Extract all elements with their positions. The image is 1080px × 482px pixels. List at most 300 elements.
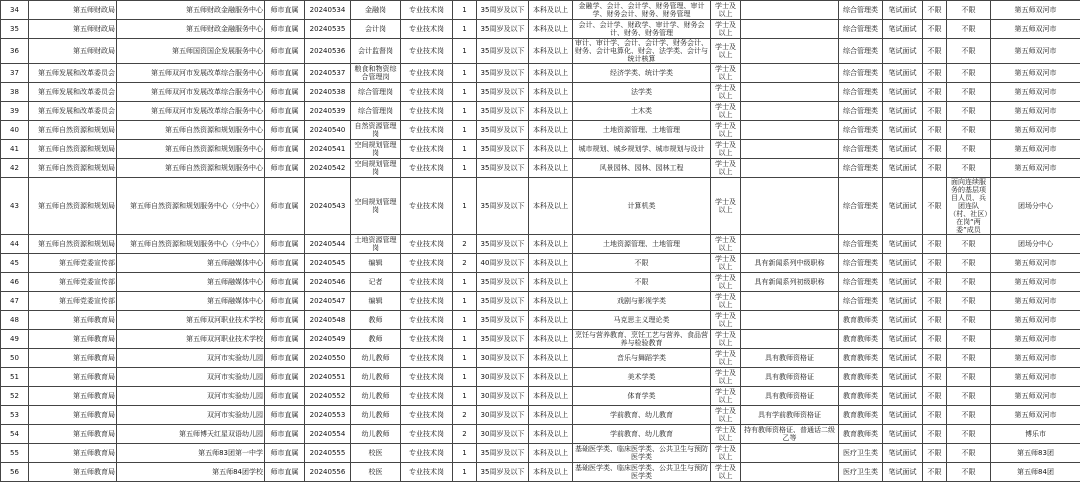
department-cell: 第五师自然资源和规划局 bbox=[29, 235, 117, 254]
affiliation-cell: 师市直属 bbox=[265, 64, 305, 83]
exam-category-cell: 医疗卫生类 bbox=[839, 463, 883, 482]
department-cell: 第五师财政局 bbox=[29, 39, 117, 64]
major-cell: 烹饪与营养教育、烹饪工艺与营养、食品营养与检验教育 bbox=[573, 330, 711, 349]
work-location-cell: 第五师双河市 bbox=[991, 39, 1080, 64]
department-cell: 第五师教育局 bbox=[29, 425, 117, 444]
employer-cell: 第五师双河市发展改革综合服务中心 bbox=[117, 64, 265, 83]
target-group-cell: 不限 bbox=[947, 273, 991, 292]
affiliation-cell: 师市直属 bbox=[265, 178, 305, 235]
degree-cell: 学士及以上 bbox=[711, 349, 741, 368]
exam-method-cell: 笔试面试 bbox=[883, 83, 923, 102]
target-group-cell: 不限 bbox=[947, 254, 991, 273]
household-limit-cell: 不限 bbox=[923, 292, 947, 311]
headcount-cell: 1 bbox=[453, 1, 477, 20]
degree-cell: 学士及以上 bbox=[711, 20, 741, 39]
work-location-cell: 博乐市 bbox=[991, 425, 1080, 444]
position-name-cell: 综合管理岗 bbox=[351, 83, 401, 102]
headcount-cell: 2 bbox=[453, 425, 477, 444]
other-requirements-cell bbox=[741, 444, 839, 463]
household-limit-cell: 不限 bbox=[923, 444, 947, 463]
other-requirements-cell bbox=[741, 64, 839, 83]
position-name-cell: 编辑 bbox=[351, 254, 401, 273]
table-row bbox=[1, 235, 1080, 254]
degree-cell: 学士及以上 bbox=[711, 273, 741, 292]
position-code-cell: 20240546 bbox=[305, 273, 351, 292]
position-name-cell: 幼儿教师 bbox=[351, 425, 401, 444]
affiliation-cell: 师市直属 bbox=[265, 102, 305, 121]
position-name-cell: 校医 bbox=[351, 444, 401, 463]
position-name-cell: 幼儿教师 bbox=[351, 368, 401, 387]
table-row bbox=[1, 254, 1080, 273]
household-limit-cell: 不限 bbox=[923, 39, 947, 64]
household-limit-cell: 不限 bbox=[923, 425, 947, 444]
major-cell: 不限 bbox=[573, 254, 711, 273]
major-cell: 学前教育、幼儿教育 bbox=[573, 406, 711, 425]
education-cell: 本科及以上 bbox=[529, 273, 573, 292]
row-number-cell: 45 bbox=[1, 254, 29, 273]
table-row bbox=[1, 159, 1080, 178]
exam-method-cell: 笔试面试 bbox=[883, 292, 923, 311]
exam-method-cell: 笔试面试 bbox=[883, 20, 923, 39]
other-requirements-cell bbox=[741, 1, 839, 20]
position-code-cell: 20240547 bbox=[305, 292, 351, 311]
degree-cell: 学士及以上 bbox=[711, 254, 741, 273]
major-cell: 土地资源管理、土地管理 bbox=[573, 121, 711, 140]
position-code-cell: 20240550 bbox=[305, 349, 351, 368]
position-name-cell: 校医 bbox=[351, 463, 401, 482]
headcount-cell: 1 bbox=[453, 463, 477, 482]
row-number-cell: 55 bbox=[1, 444, 29, 463]
major-cell: 土地资源管理、土地管理 bbox=[573, 235, 711, 254]
major-cell: 法学类 bbox=[573, 83, 711, 102]
major-cell: 审计、审计学、会计、会计学、财务会计、财务、会计电算化、财会、法学类、会计与统计核算 bbox=[573, 39, 711, 64]
major-cell: 戏剧与影视学类 bbox=[573, 292, 711, 311]
affiliation-cell: 师市直属 bbox=[265, 444, 305, 463]
position-type-cell: 专业技术岗 bbox=[401, 292, 453, 311]
headcount-cell: 1 bbox=[453, 20, 477, 39]
table-row bbox=[1, 102, 1080, 121]
age-limit-cell: 30周岁及以下 bbox=[477, 368, 529, 387]
major-cell: 城市规划、城乡规划学、城市规划与设计 bbox=[573, 140, 711, 159]
headcount-cell: 1 bbox=[453, 349, 477, 368]
headcount-cell: 1 bbox=[453, 140, 477, 159]
other-requirements-cell bbox=[741, 292, 839, 311]
work-location-cell: 第五师双河市 bbox=[991, 349, 1080, 368]
other-requirements-cell: 具有新闻系列初级职称 bbox=[741, 273, 839, 292]
education-cell: 本科及以上 bbox=[529, 387, 573, 406]
degree-cell: 学士及以上 bbox=[711, 425, 741, 444]
position-type-cell: 专业技术岗 bbox=[401, 254, 453, 273]
position-code-cell: 20240539 bbox=[305, 102, 351, 121]
age-limit-cell: 30周岁及以下 bbox=[477, 387, 529, 406]
exam-method-cell: 笔试面试 bbox=[883, 349, 923, 368]
position-name-cell: 幼儿教师 bbox=[351, 349, 401, 368]
table-row bbox=[1, 1, 1080, 20]
age-limit-cell: 40周岁及以下 bbox=[477, 254, 529, 273]
position-type-cell: 专业技术岗 bbox=[401, 121, 453, 140]
degree-cell: 学士及以上 bbox=[711, 311, 741, 330]
education-cell: 本科及以上 bbox=[529, 159, 573, 178]
work-location-cell: 第五师84团 bbox=[991, 463, 1080, 482]
row-number-cell: 38 bbox=[1, 83, 29, 102]
position-code-cell: 20240538 bbox=[305, 83, 351, 102]
position-code-cell: 20240554 bbox=[305, 425, 351, 444]
row-number-cell: 36 bbox=[1, 39, 29, 64]
exam-method-cell: 笔试面试 bbox=[883, 273, 923, 292]
age-limit-cell: 30周岁及以下 bbox=[477, 425, 529, 444]
education-cell: 本科及以上 bbox=[529, 235, 573, 254]
headcount-cell: 1 bbox=[453, 39, 477, 64]
target-group-cell: 不限 bbox=[947, 235, 991, 254]
headcount-cell: 1 bbox=[453, 273, 477, 292]
position-code-cell: 20240556 bbox=[305, 463, 351, 482]
work-location-cell: 第五师双河市 bbox=[991, 273, 1080, 292]
table-row bbox=[1, 140, 1080, 159]
age-limit-cell: 35周岁及以下 bbox=[477, 64, 529, 83]
headcount-cell: 1 bbox=[453, 121, 477, 140]
row-number-cell: 48 bbox=[1, 311, 29, 330]
position-code-cell: 20240545 bbox=[305, 254, 351, 273]
age-limit-cell: 35周岁及以下 bbox=[477, 273, 529, 292]
department-cell: 第五师教育局 bbox=[29, 444, 117, 463]
exam-category-cell: 综合管理类 bbox=[839, 83, 883, 102]
major-cell: 基础医学类、临床医学类、公共卫生与预防医学类 bbox=[573, 444, 711, 463]
major-cell: 会计、会计学、财政学、审计学、财务会计、财务、财务管理 bbox=[573, 20, 711, 39]
headcount-cell: 1 bbox=[453, 102, 477, 121]
position-type-cell: 专业技术岗 bbox=[401, 349, 453, 368]
employer-cell: 第五师自然资源和规划服务中心（分中心） bbox=[117, 178, 265, 235]
household-limit-cell: 不限 bbox=[923, 406, 947, 425]
position-name-cell: 记者 bbox=[351, 273, 401, 292]
position-code-cell: 20240548 bbox=[305, 311, 351, 330]
table-row bbox=[1, 349, 1080, 368]
headcount-cell: 1 bbox=[453, 159, 477, 178]
exam-category-cell: 综合管理类 bbox=[839, 1, 883, 20]
household-limit-cell: 不限 bbox=[923, 159, 947, 178]
major-cell: 美术学类 bbox=[573, 368, 711, 387]
target-group-cell: 不限 bbox=[947, 83, 991, 102]
row-number-cell: 37 bbox=[1, 64, 29, 83]
household-limit-cell: 不限 bbox=[923, 311, 947, 330]
education-cell: 本科及以上 bbox=[529, 1, 573, 20]
other-requirements-cell bbox=[741, 140, 839, 159]
table-row bbox=[1, 64, 1080, 83]
row-number-cell: 42 bbox=[1, 159, 29, 178]
employer-cell: 双河市实验幼儿园 bbox=[117, 406, 265, 425]
exam-category-cell: 医疗卫生类 bbox=[839, 444, 883, 463]
row-number-cell: 53 bbox=[1, 406, 29, 425]
degree-cell: 学士及以上 bbox=[711, 64, 741, 83]
exam-category-cell: 教育教师类 bbox=[839, 368, 883, 387]
affiliation-cell: 师市直属 bbox=[265, 83, 305, 102]
headcount-cell: 2 bbox=[453, 235, 477, 254]
target-group-cell: 不限 bbox=[947, 368, 991, 387]
row-number-cell: 40 bbox=[1, 121, 29, 140]
other-requirements-cell bbox=[741, 83, 839, 102]
affiliation-cell: 师市直属 bbox=[265, 159, 305, 178]
exam-method-cell: 笔试面试 bbox=[883, 311, 923, 330]
position-code-cell: 20240551 bbox=[305, 368, 351, 387]
position-name-cell: 编辑 bbox=[351, 292, 401, 311]
position-name-cell: 空间规划管理岗 bbox=[351, 140, 401, 159]
other-requirements-cell bbox=[741, 178, 839, 235]
education-cell: 本科及以上 bbox=[529, 292, 573, 311]
department-cell: 第五师自然资源和规划局 bbox=[29, 121, 117, 140]
affiliation-cell: 师市直属 bbox=[265, 39, 305, 64]
position-code-cell: 20240549 bbox=[305, 330, 351, 349]
exam-method-cell: 笔试面试 bbox=[883, 235, 923, 254]
position-type-cell: 专业技术岗 bbox=[401, 64, 453, 83]
work-location-cell: 团场分中心 bbox=[991, 178, 1080, 235]
exam-category-cell: 教育教师类 bbox=[839, 311, 883, 330]
education-cell: 本科及以上 bbox=[529, 121, 573, 140]
table-row bbox=[1, 121, 1080, 140]
other-requirements-cell bbox=[741, 121, 839, 140]
affiliation-cell: 师市直属 bbox=[265, 121, 305, 140]
major-cell: 学前教育、幼儿教育 bbox=[573, 425, 711, 444]
row-number-cell: 46 bbox=[1, 273, 29, 292]
headcount-cell: 1 bbox=[453, 64, 477, 83]
education-cell: 本科及以上 bbox=[529, 349, 573, 368]
education-cell: 本科及以上 bbox=[529, 444, 573, 463]
exam-category-cell: 教育教师类 bbox=[839, 406, 883, 425]
education-cell: 本科及以上 bbox=[529, 330, 573, 349]
target-group-cell: 不限 bbox=[947, 330, 991, 349]
degree-cell: 学士及以上 bbox=[711, 39, 741, 64]
age-limit-cell: 35周岁及以下 bbox=[477, 140, 529, 159]
work-location-cell: 第五师双河市 bbox=[991, 406, 1080, 425]
education-cell: 本科及以上 bbox=[529, 140, 573, 159]
age-limit-cell: 35周岁及以下 bbox=[477, 83, 529, 102]
headcount-cell: 1 bbox=[453, 83, 477, 102]
department-cell: 第五师自然资源和规划局 bbox=[29, 159, 117, 178]
work-location-cell: 第五师双河市 bbox=[991, 1, 1080, 20]
employer-cell: 第五师融媒体中心 bbox=[117, 273, 265, 292]
employer-cell: 第五师国资国企发展服务中心 bbox=[117, 39, 265, 64]
exam-method-cell: 笔试面试 bbox=[883, 1, 923, 20]
other-requirements-cell bbox=[741, 39, 839, 64]
exam-category-cell: 综合管理类 bbox=[839, 39, 883, 64]
affiliation-cell: 师市直属 bbox=[265, 254, 305, 273]
position-name-cell: 会计监督岗 bbox=[351, 39, 401, 64]
age-limit-cell: 30周岁及以下 bbox=[477, 406, 529, 425]
position-type-cell: 专业技术岗 bbox=[401, 444, 453, 463]
position-type-cell: 专业技术岗 bbox=[401, 406, 453, 425]
position-name-cell: 土地资源管理岗 bbox=[351, 235, 401, 254]
position-name-cell: 幼儿教师 bbox=[351, 387, 401, 406]
position-code-cell: 20240536 bbox=[305, 39, 351, 64]
department-cell: 第五师教育局 bbox=[29, 330, 117, 349]
position-type-cell: 专业技术岗 bbox=[401, 368, 453, 387]
exam-category-cell: 综合管理类 bbox=[839, 102, 883, 121]
affiliation-cell: 师市直属 bbox=[265, 387, 305, 406]
headcount-cell: 1 bbox=[453, 311, 477, 330]
exam-method-cell: 笔试面试 bbox=[883, 387, 923, 406]
major-cell: 经济学类、统计学类 bbox=[573, 64, 711, 83]
row-number-cell: 39 bbox=[1, 102, 29, 121]
exam-category-cell: 综合管理类 bbox=[839, 64, 883, 83]
position-type-cell: 专业技术岗 bbox=[401, 39, 453, 64]
employer-cell: 第五师84团学校 bbox=[117, 463, 265, 482]
other-requirements-cell bbox=[741, 102, 839, 121]
other-requirements-cell: 具有新闻系列中级职称 bbox=[741, 254, 839, 273]
work-location-cell: 第五师双河市 bbox=[991, 121, 1080, 140]
major-cell: 土木类 bbox=[573, 102, 711, 121]
exam-category-cell: 教育教师类 bbox=[839, 349, 883, 368]
other-requirements-cell bbox=[741, 235, 839, 254]
age-limit-cell: 35周岁及以下 bbox=[477, 20, 529, 39]
work-location-cell: 第五师双河市 bbox=[991, 64, 1080, 83]
work-location-cell: 第五师双河市 bbox=[991, 292, 1080, 311]
employer-cell: 第五师博天红星双语幼儿园 bbox=[117, 425, 265, 444]
row-number-cell: 51 bbox=[1, 368, 29, 387]
exam-method-cell: 笔试面试 bbox=[883, 159, 923, 178]
employer-cell: 第五师自然资源和规划服务中心 bbox=[117, 159, 265, 178]
major-cell: 马克思主义理论类 bbox=[573, 311, 711, 330]
degree-cell: 学士及以上 bbox=[711, 159, 741, 178]
table-row bbox=[1, 387, 1080, 406]
headcount-cell: 2 bbox=[453, 406, 477, 425]
age-limit-cell: 35周岁及以下 bbox=[477, 159, 529, 178]
age-limit-cell: 35周岁及以下 bbox=[477, 311, 529, 330]
headcount-cell: 1 bbox=[453, 330, 477, 349]
exam-category-cell: 综合管理类 bbox=[839, 254, 883, 273]
exam-method-cell: 笔试面试 bbox=[883, 425, 923, 444]
exam-category-cell: 教育教师类 bbox=[839, 425, 883, 444]
row-number-cell: 56 bbox=[1, 463, 29, 482]
work-location-cell: 第五师双河市 bbox=[991, 254, 1080, 273]
age-limit-cell: 35周岁及以下 bbox=[477, 102, 529, 121]
age-limit-cell: 35周岁及以下 bbox=[477, 121, 529, 140]
degree-cell: 学士及以上 bbox=[711, 121, 741, 140]
employer-cell: 第五师双河职业技术学校 bbox=[117, 330, 265, 349]
target-group-cell: 不限 bbox=[947, 292, 991, 311]
row-number-cell: 47 bbox=[1, 292, 29, 311]
target-group-cell: 不限 bbox=[947, 39, 991, 64]
position-type-cell: 专业技术岗 bbox=[401, 140, 453, 159]
education-cell: 本科及以上 bbox=[529, 254, 573, 273]
major-cell: 音乐与舞蹈学类 bbox=[573, 349, 711, 368]
department-cell: 第五师教育局 bbox=[29, 463, 117, 482]
department-cell: 第五师教育局 bbox=[29, 387, 117, 406]
exam-method-cell: 笔试面试 bbox=[883, 330, 923, 349]
degree-cell: 学士及以上 bbox=[711, 387, 741, 406]
employer-cell: 第五师自然资源和规划服务中心 bbox=[117, 121, 265, 140]
row-number-cell: 43 bbox=[1, 178, 29, 235]
position-code-cell: 20240537 bbox=[305, 64, 351, 83]
major-cell: 风景园林、园林、园林工程 bbox=[573, 159, 711, 178]
employer-cell: 双河市实验幼儿园 bbox=[117, 387, 265, 406]
target-group-cell: 不限 bbox=[947, 159, 991, 178]
table-row bbox=[1, 311, 1080, 330]
exam-category-cell: 综合管理类 bbox=[839, 121, 883, 140]
education-cell: 本科及以上 bbox=[529, 311, 573, 330]
department-cell: 第五师党委宣传部 bbox=[29, 254, 117, 273]
degree-cell: 学士及以上 bbox=[711, 292, 741, 311]
table-row bbox=[1, 20, 1080, 39]
target-group-cell: 不限 bbox=[947, 102, 991, 121]
work-location-cell: 第五师双河市 bbox=[991, 102, 1080, 121]
position-type-cell: 专业技术岗 bbox=[401, 1, 453, 20]
employer-cell: 双河市实验幼儿园 bbox=[117, 368, 265, 387]
position-code-cell: 20240540 bbox=[305, 121, 351, 140]
education-cell: 本科及以上 bbox=[529, 39, 573, 64]
affiliation-cell: 师市直属 bbox=[265, 140, 305, 159]
target-group-cell: 不限 bbox=[947, 20, 991, 39]
department-cell: 第五师发展和改革委员会 bbox=[29, 64, 117, 83]
major-cell: 金融学、会计、会计学、财务管理、审计学、财务会计、财务、财务管理 bbox=[573, 1, 711, 20]
position-code-cell: 20240541 bbox=[305, 140, 351, 159]
row-number-cell: 49 bbox=[1, 330, 29, 349]
major-cell: 基础医学类、临床医学类、公共卫生与预防医学类 bbox=[573, 463, 711, 482]
department-cell: 第五师教育局 bbox=[29, 406, 117, 425]
department-cell: 第五师教育局 bbox=[29, 311, 117, 330]
education-cell: 本科及以上 bbox=[529, 20, 573, 39]
affiliation-cell: 师市直属 bbox=[265, 406, 305, 425]
target-group-cell: 不限 bbox=[947, 444, 991, 463]
household-limit-cell: 不限 bbox=[923, 64, 947, 83]
education-cell: 本科及以上 bbox=[529, 406, 573, 425]
age-limit-cell: 35周岁及以下 bbox=[477, 1, 529, 20]
position-type-cell: 专业技术岗 bbox=[401, 235, 453, 254]
age-limit-cell: 35周岁及以下 bbox=[477, 39, 529, 64]
household-limit-cell: 不限 bbox=[923, 121, 947, 140]
position-code-cell: 20240542 bbox=[305, 159, 351, 178]
headcount-cell: 1 bbox=[453, 444, 477, 463]
work-location-cell: 第五师双河市 bbox=[991, 20, 1080, 39]
education-cell: 本科及以上 bbox=[529, 83, 573, 102]
position-type-cell: 专业技术岗 bbox=[401, 83, 453, 102]
education-cell: 本科及以上 bbox=[529, 425, 573, 444]
employer-cell: 第五师融媒体中心 bbox=[117, 292, 265, 311]
household-limit-cell: 不限 bbox=[923, 178, 947, 235]
exam-category-cell: 综合管理类 bbox=[839, 159, 883, 178]
degree-cell: 学士及以上 bbox=[711, 235, 741, 254]
employer-cell: 第五师双河职业技术学校 bbox=[117, 311, 265, 330]
degree-cell: 学士及以上 bbox=[711, 406, 741, 425]
position-code-cell: 20240552 bbox=[305, 387, 351, 406]
position-name-cell: 金融岗 bbox=[351, 1, 401, 20]
exam-category-cell: 综合管理类 bbox=[839, 140, 883, 159]
other-requirements-cell bbox=[741, 159, 839, 178]
target-group-cell: 面向连续服务的基层项目人员、兵团连队（村、社区）在岗“两委”成员 bbox=[947, 178, 991, 235]
employer-cell: 第五师双河市发展改革综合服务中心 bbox=[117, 83, 265, 102]
degree-cell: 学士及以上 bbox=[711, 368, 741, 387]
major-cell: 不限 bbox=[573, 273, 711, 292]
employer-cell: 第五师83团第一中学 bbox=[117, 444, 265, 463]
household-limit-cell: 不限 bbox=[923, 1, 947, 20]
target-group-cell: 不限 bbox=[947, 349, 991, 368]
education-cell: 本科及以上 bbox=[529, 178, 573, 235]
household-limit-cell: 不限 bbox=[923, 368, 947, 387]
affiliation-cell: 师市直属 bbox=[265, 311, 305, 330]
other-requirements-cell bbox=[741, 20, 839, 39]
position-name-cell: 教师 bbox=[351, 330, 401, 349]
department-cell: 第五师党委宣传部 bbox=[29, 273, 117, 292]
exam-method-cell: 笔试面试 bbox=[883, 64, 923, 83]
department-cell: 第五师财政局 bbox=[29, 20, 117, 39]
table-row bbox=[1, 368, 1080, 387]
employer-cell: 第五师双河市发展改革综合服务中心 bbox=[117, 102, 265, 121]
target-group-cell: 不限 bbox=[947, 463, 991, 482]
position-code-cell: 20240534 bbox=[305, 1, 351, 20]
table-row bbox=[1, 463, 1080, 482]
household-limit-cell: 不限 bbox=[923, 83, 947, 102]
position-name-cell: 粮食和物资综合管理岗 bbox=[351, 64, 401, 83]
department-cell: 第五师教育局 bbox=[29, 368, 117, 387]
age-limit-cell: 30周岁及以下 bbox=[477, 349, 529, 368]
employer-cell: 第五师自然资源和规划服务中心（分中心） bbox=[117, 235, 265, 254]
